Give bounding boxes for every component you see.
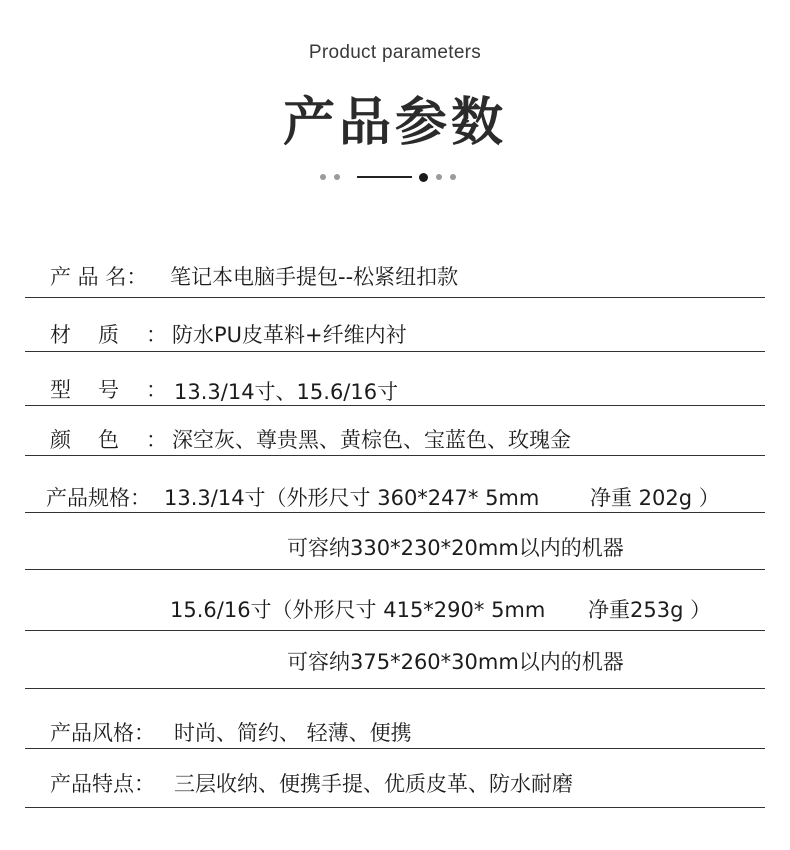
row-divider bbox=[25, 512, 765, 513]
spec-fit-1: 可容纳330*230*20mm以内的机器 bbox=[287, 536, 624, 560]
material-value: 防水PU皮革料+纤维内衬 bbox=[172, 323, 407, 347]
spec-size-2: 15.6/16寸（外形尺寸 415*290* 5mm bbox=[170, 598, 546, 622]
row-divider bbox=[25, 351, 765, 352]
divider-dash bbox=[357, 176, 412, 178]
row-divider bbox=[25, 569, 765, 570]
name-value: 笔记本电脑手提包--松紧纽扣款 bbox=[170, 265, 459, 289]
spec-size-1: 13.3/14寸（外形尺寸 360*247* 5mm bbox=[164, 486, 540, 510]
title-divider bbox=[0, 168, 790, 188]
name-label: 产 品 名： bbox=[50, 265, 148, 289]
color-label-a: 颜 bbox=[50, 428, 71, 452]
spec-label: 产品规格： bbox=[46, 486, 151, 510]
spec-weight-2: 净重253g ） bbox=[588, 598, 712, 622]
model-label-a: 型 bbox=[50, 378, 71, 402]
row-divider bbox=[25, 455, 765, 456]
divider-dot bbox=[450, 174, 456, 180]
row-divider bbox=[25, 807, 765, 808]
style-value: 时尚、简约、 轻薄、便携 bbox=[174, 721, 412, 745]
divider-dot bbox=[436, 174, 442, 180]
color-colon: ： bbox=[146, 428, 167, 452]
material-colon: ： bbox=[146, 323, 167, 347]
model-value: 13.3/14寸、15.6/16寸 bbox=[174, 380, 399, 404]
page-title: 产品参数 bbox=[282, 93, 507, 153]
style-label: 产品风格： bbox=[50, 721, 155, 745]
features-label: 产品特点： bbox=[50, 772, 155, 796]
color-label-b: 色 bbox=[98, 428, 119, 452]
features-value: 三层收纳、便携手提、优质皮革、防水耐磨 bbox=[174, 772, 573, 796]
row-divider bbox=[25, 630, 765, 631]
divider-dot bbox=[320, 174, 326, 180]
row-divider bbox=[25, 297, 765, 298]
subtitle: Product parameters bbox=[308, 42, 482, 63]
divider-dot bbox=[334, 174, 340, 180]
row-divider bbox=[25, 748, 765, 749]
row-divider bbox=[25, 405, 765, 406]
material-label-b: 质 bbox=[98, 323, 119, 347]
divider-dot-active bbox=[419, 173, 428, 182]
spec-weight-1: 净重 202g ） bbox=[590, 486, 720, 510]
material-label-a: 材 bbox=[50, 323, 71, 347]
model-label-b: 号 bbox=[98, 378, 119, 402]
model-colon: ： bbox=[146, 378, 167, 402]
spec-fit-2: 可容纳375*260*30mm以内的机器 bbox=[287, 650, 624, 674]
row-divider bbox=[25, 688, 765, 689]
color-value: 深空灰、尊贵黑、黄棕色、宝蓝色、玫瑰金 bbox=[172, 428, 571, 452]
